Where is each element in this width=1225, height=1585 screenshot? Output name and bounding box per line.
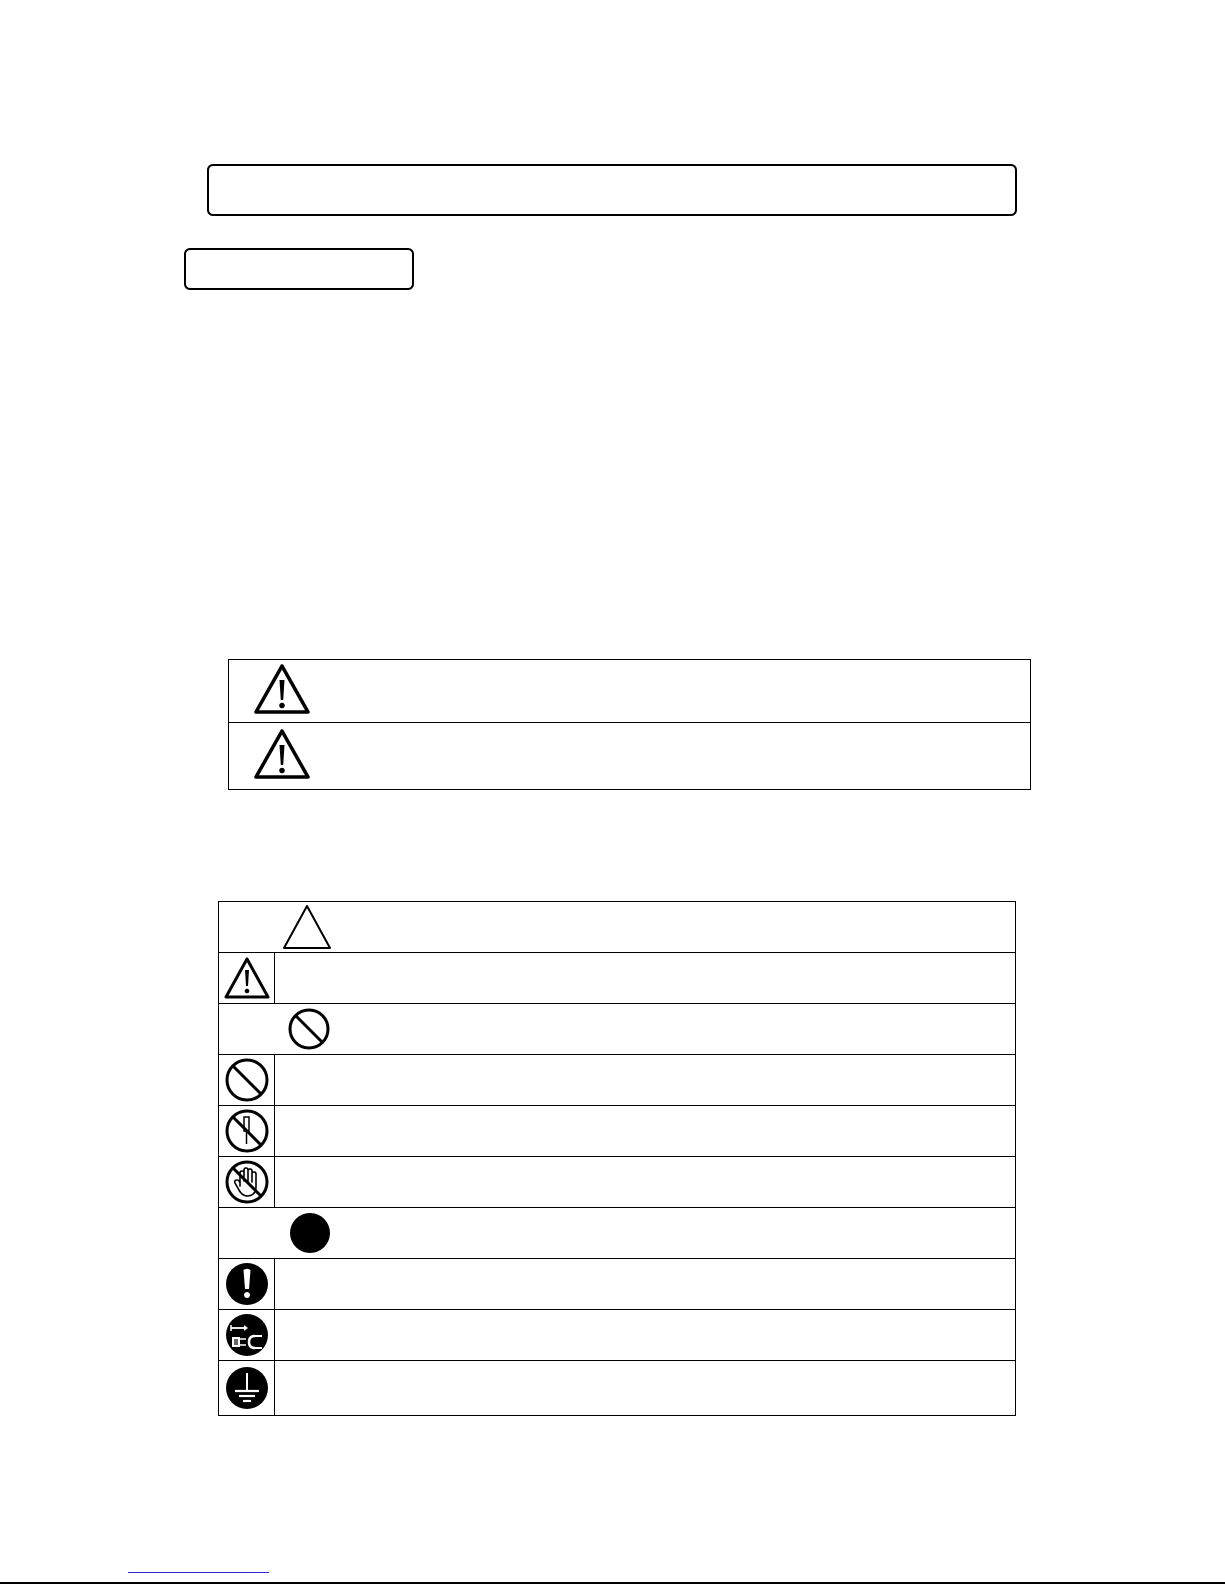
page-title	[209, 166, 1015, 214]
legend-row	[219, 1361, 1015, 1415]
symbol-legend-table	[218, 901, 1016, 1416]
section-heading	[186, 250, 412, 288]
section-heading-box	[184, 248, 414, 290]
no-disassembly-icon	[219, 1106, 275, 1156]
caution-header-row	[219, 902, 1015, 953]
general-caution-icon	[219, 953, 275, 1003]
footer-link-underline[interactable]	[128, 1572, 269, 1573]
legend-row	[219, 953, 1015, 1004]
prohibition-outline-icon	[287, 1004, 331, 1054]
footer-rule	[0, 1582, 1225, 1584]
general-prohibition-icon	[219, 1055, 275, 1105]
legend-row	[219, 1259, 1015, 1310]
mandatory-solid-circle-icon	[288, 1208, 332, 1258]
legend-row	[219, 1157, 1015, 1208]
warning-triangle-icon	[253, 663, 311, 719]
caution-triangle-outline-icon	[281, 902, 333, 952]
unplug-power-icon	[219, 1310, 275, 1360]
legend-row	[219, 1055, 1015, 1106]
do-not-touch-icon	[219, 1157, 275, 1207]
legend-row	[219, 1310, 1015, 1361]
warning-level-row	[229, 660, 1030, 723]
ground-connection-icon	[219, 1361, 275, 1415]
warning-triangle-icon	[253, 728, 311, 784]
general-mandatory-icon	[219, 1259, 275, 1309]
prohibition-header-row	[219, 1004, 1015, 1055]
caution-level-row	[229, 722, 1030, 789]
title-box	[207, 164, 1017, 216]
legend-row	[219, 1106, 1015, 1157]
warning-level-table	[228, 659, 1031, 790]
mandatory-header-row	[219, 1208, 1015, 1259]
